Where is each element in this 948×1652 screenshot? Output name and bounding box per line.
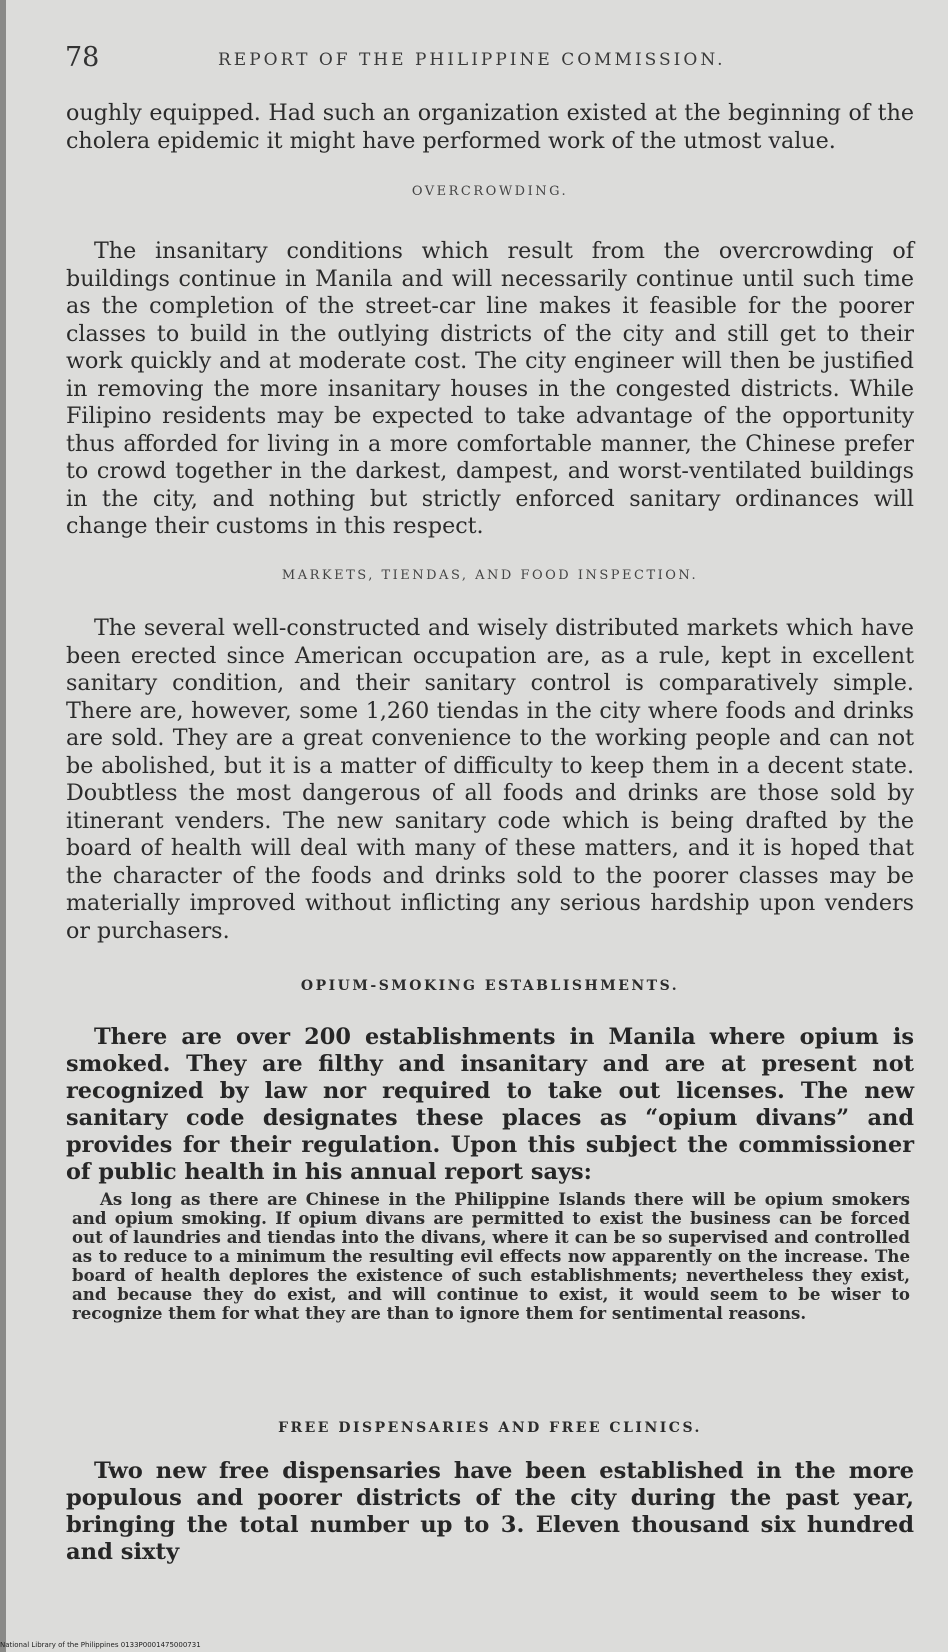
page-number: 78 bbox=[65, 42, 100, 73]
running-head: REPORT OF THE PHILIPPINE COMMISSION. bbox=[218, 50, 726, 70]
page-edge-shadow bbox=[0, 0, 6, 1652]
dispensaries-heading: FREE DISPENSARIES AND FREE CLINICS. bbox=[278, 1420, 702, 1436]
scan-footer: National Library of the Philippines 0133P0001475000731 bbox=[0, 1641, 201, 1649]
overcrowding-heading: OVERCROWDING. bbox=[411, 184, 569, 199]
opium-heading: OPIUM-SMOKING ESTABLISHMENTS. bbox=[300, 978, 680, 994]
markets-paragraph: The several well-constructed and wisely distributed markets which have been erected since American occupation are, as a rule, kept in excellent sanitary condition, and their sanitary control is comparatively simple. There are, however, some 1,260 tiendas in the city where foods and drinks are sold. They are a great convenience to the working people and can not be abolished, but it is a matter of difficulty to keep them in a decent state. Doubtless the most dangerous of all foods and drinks are those sold by itinerant venders. The new sanitary code which is being drafted by the board of health will deal with many of these matters, and it is hoped that the character of the foods and drinks sold to the poorer classes may be materially improved without inflicting any serious hardship upon venders or purchasers. bbox=[66, 615, 914, 944]
dispensaries-paragraph: Two new free dispensaries have been established in the more populous and poorer districts of the city during the past year, bringing the total number up to 3. Eleven thousand six hundred and sixty bbox=[66, 1458, 914, 1565]
intro-paragraph: oughly equipped. Had such an organization existed at the beginning of the cholera epidemic it might have performed work of the utmost value. bbox=[66, 100, 914, 154]
overcrowding-paragraph: The insanitary conditions which result from the overcrowding of buildings continue in Manila and will necessarily continue until such time as the completion of the street-car line makes it feasible for the poorer classes to build in the outlying districts of the city and still get to their work quickly and at moderate cost. The city engineer will then be justified in removing the more insanitary houses in the congested districts. While Filipino residents may be expected to take advantage of the opportunity thus afforded for living in a more comfortable manner, the Chinese prefer to crowd together in the darkest, dampest, and worst-ventilated buildings in the city, and nothing but strictly enforced sanitary ordinances will change their customs in this respect. bbox=[66, 238, 914, 539]
commissioner-quote: As long as there are Chinese in the Philippine Islands there will be opium smokers and opium smoking. If opium divans are permitted to exist the business can be forced out of laundries and tiendas into the divans, where it can be so supervised and controlled as to reduce to a minimum the resulting evil effects now apparently on the increase. The board of health deplores the existence of such establishments; nevertheless they exist, and because they do exist, and will continue to exist, it would seem to be wiser to recognize them for what they are than to ignore them for sentimental reasons. bbox=[72, 1189, 910, 1323]
opium-paragraph: There are over 200 establishments in Manila where opium is smoked. They are filthy and insanitary and are at present not recognized by law nor required to take out licenses. The new sanitary code designates these places as “opium divans” and provides for their regulation. Upon this subject the commissioner of public health in his annual report says: bbox=[66, 1024, 914, 1185]
markets-heading: MARKETS, TIENDAS, AND FOOD INSPECTION. bbox=[281, 568, 699, 583]
